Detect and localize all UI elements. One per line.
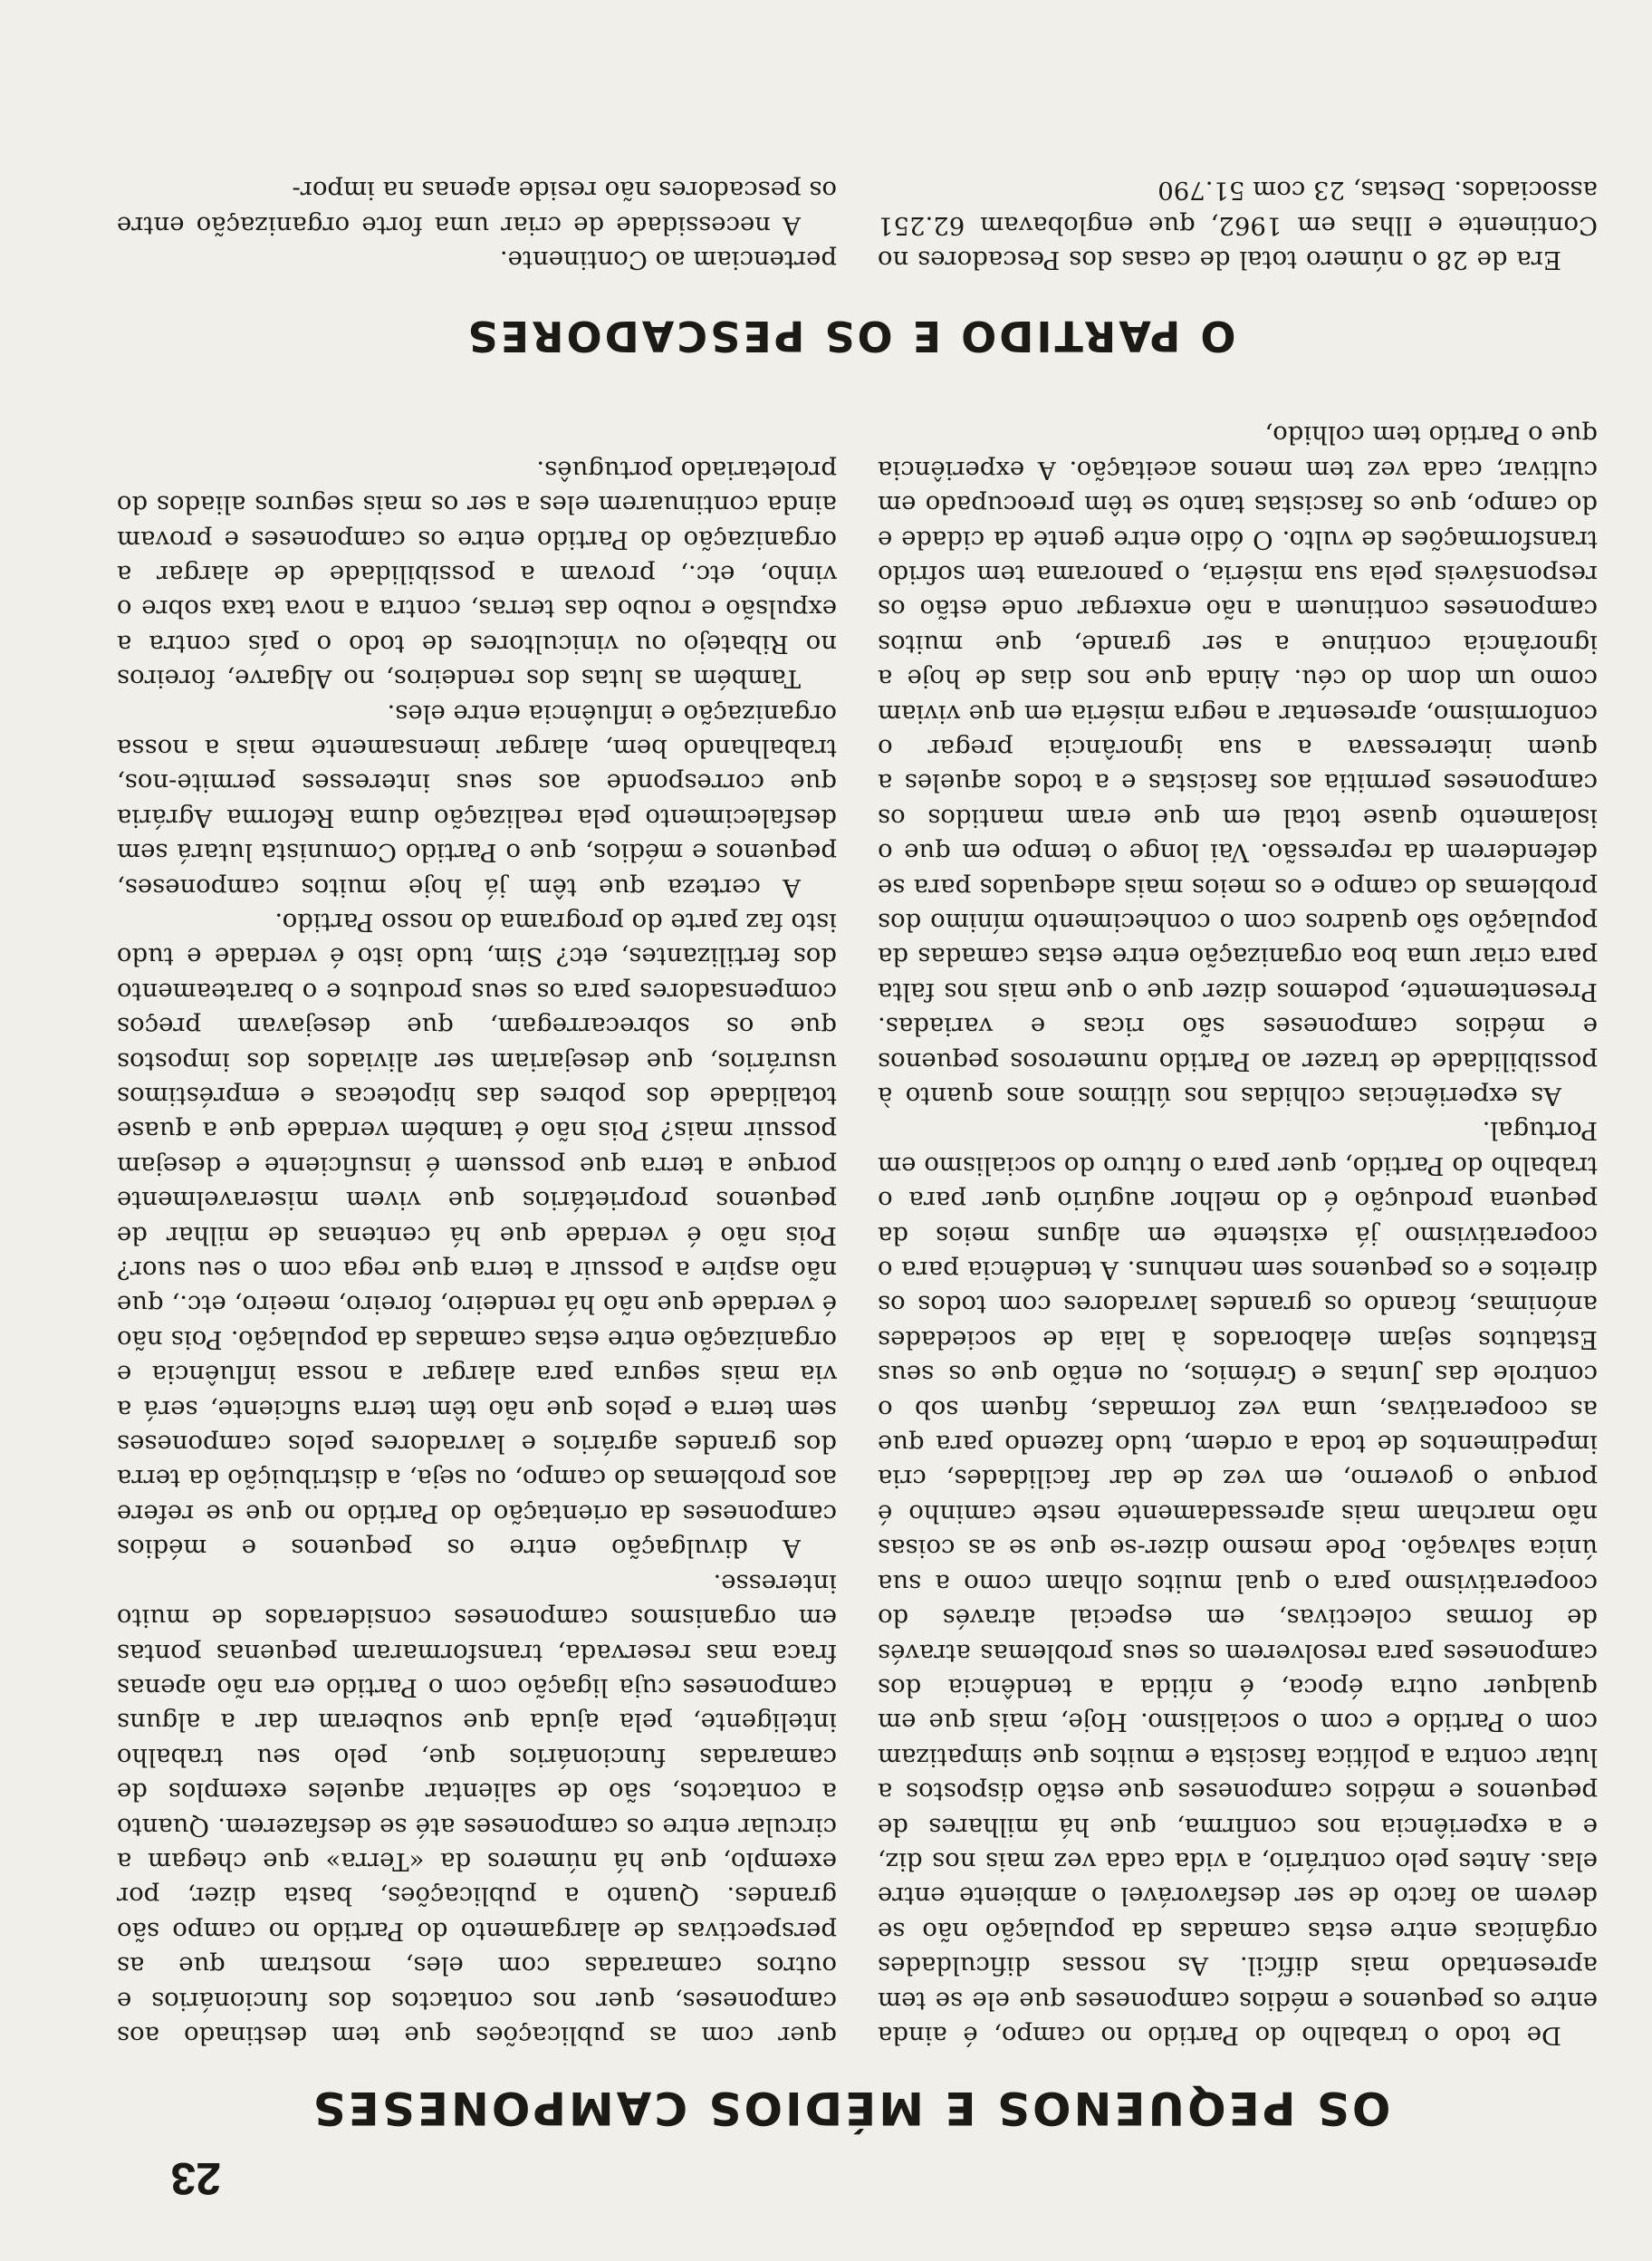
paragraph: quer com as publicações que tem destinado aos camponeses, quer nos contactos dos funcionários e outros camaradas com eles, mostram que as perspectivas de alargamento do Partido no campo são grandes. Quanto a publicações, basta dizer, por exemplo, que há números da «Terra» que chegam a circular entre os camponeses até se desfazerem. Quanto a contactos, são de salientar aqueles exemplos de camaradas funcionários que, pelo seu trabalho inteligente, pela ajuda que souberam dar a alguns camponeses cuja ligação com o Partido era não apenas fraca mas reservada, transformaram pequenas pontas em organismos camponeses considerados de muito interesse. xyxy=(117,1568,837,2050)
page-sheet xyxy=(58,36,1598,2225)
paragraph: As experiências colhidas nos últimos anos quanto à possibilidade de trazer ao Partido numerosos pequenos e médios camponeses são ricas e variadas. Presentemente, podemos dizer que o que mais nos falta para criar uma boa organização entre estas camadas da população são quadros com o conhecimento mínimo dos problemas do campo e os meios mais adequados para se defenderem da repressão. Vai longe o tempo em que o isolamento quase total em que eram mantidos os camponeses permitia aos fascistas e a todos aqueles a quem interessava a sua ignorância pregar o conformismo, apresentar a negra miséria em que viviam como um dom do céu. Ainda que nos dias de hoje a ignorância continue a ser grande, que muitos camponeses continuem a não enxergar onde estão os responsáveis pela sua miséria, o panorama tem sofrido transformações de vulto. O ódio entre gente da cidade e do campo, que os fascistas tanto se têm preocupado em cultivar, cada vez tem menos aceitação. A experiência que o Partido tem colhido, xyxy=(878,420,1598,1111)
section-title-camponeses: OS PEQUENOS E MÉDIOS CAMPONESES xyxy=(310,2082,1391,2134)
column-right-camponeses xyxy=(117,404,837,2053)
paragraph: Era de 28 o número total de casas dos Pescadores no Continente e Ilhas em 1962, que englobavam 62.251 associados. Destas, 23 com 51.790 xyxy=(878,176,1598,274)
column-left-pescadores xyxy=(878,96,1598,277)
section-title-pescadores: O PARTIDO E OS PESCADORES xyxy=(465,312,1236,361)
paragraph: pertenciam ao Continente. xyxy=(499,245,837,274)
paragraph: A certeza que têm já hoje muitos camponeses, pequenos e médios, que o Partido Comunista lutará sem desfalecimento pela realização duma Reforma Agrária que corresponde aos seus interesses permite-nos, trabalhando bem, alargar imensamente mais a nossa organização e influência entre eles. xyxy=(117,698,837,902)
paragraph: A necessidade de criar uma forte organização entre os pescadores não reside apenas na impor- xyxy=(117,176,837,240)
paragraph: De todo o trabalho do Partido no campo, é ainda entre os pequenos e médios camponeses que ele se tem apresentado mais difícil. As nossas dificuldades orgânicas entre estas camadas da população não se devem ao facto de ser desfavorável o ambiente entre elas. Antes pelo contrário, a vida cada vez mais nos diz, e a experiência nos confirma, que há milhares de pequenos e médios camponeses que estão dispostos a lutar contra a política fascista e muitos que simpatizam com o Partido e com o socialismo. Hoje, mais que em qualquer outra época, é nítida a tendência dos camponeses para resolverem os seus problemas através de formas colectivas, em especial através do cooperativismo para o qual muitos olham como a sua única salvação. Pode mesmo dizer-se que se as coisas não marcham mais apressadamente neste caminho é porque o governo, em vez de dar facilidades, cria impedimentos de toda a ordem, tudo fazendo para que as cooperativas, uma vez formadas, fiquem sob o controle das Juntas e Grémios, ou então que os seus Estatutos sejam elaborados à laia de sociedades anónimas, ficando os grandes lavradores com todos os direitos e os pequenos sem nenhuns. A tendência para o cooperativismo já existente em alguns meios da pequena produção é do melhor augúrio quer para o trabalho do Partido, quer para o futuro do socialismo em Portugal. xyxy=(878,1116,1598,2050)
paragraph: Também as lutas dos rendeiros, no Algarve, foreiros no Ribatejo ou vinicultores de todo o país contra a expulsão e roubo das terras, contra a nova taxa sobre o vinho, etc., provam a possibilidade de alargar a organização do Partido entre os camponeses e provam ainda continuarem eles a ser os mais seguros aliados do proletariado português. xyxy=(117,455,837,694)
column-left-camponeses xyxy=(878,404,1598,2053)
column-right-pescadores xyxy=(117,96,837,277)
paragraph: A divulgação entre os pequenos e médios camponeses da orientação do Partido no que se refere aos problemas do campo, ou seja, a distribuição da terra dos grandes agrários e lavradores pelos camponeses sem terra e pelos que não têm terra suficiente, será a via mais segura para alargar a nossa influência e organização entre estas camadas da população. Pois não é verdade que não há rendeiro, foreiro, meeiro, etc., que não aspire a possuir a terra que rega com o seu suor? Pois não é verdade que há centenas de milhar de pequenos proprietários que vivem miseravelmente porque a terra que possuem é insuficiente e desejam possuir mais? Pois não é também verdade que a quase totalidade dos pobres das hipotecas e empréstimos usurários, que desejariam ser aliviados dos impostos que os sobrecarregam, que desejavam preços compensadores para os seus produtos e o barateamento dos fertilizantes, etc? Sim, tudo isto é verdade e tudo isto faz parte do programa do nosso Partido. xyxy=(117,908,837,1563)
page-number: 23 xyxy=(170,2153,221,2204)
